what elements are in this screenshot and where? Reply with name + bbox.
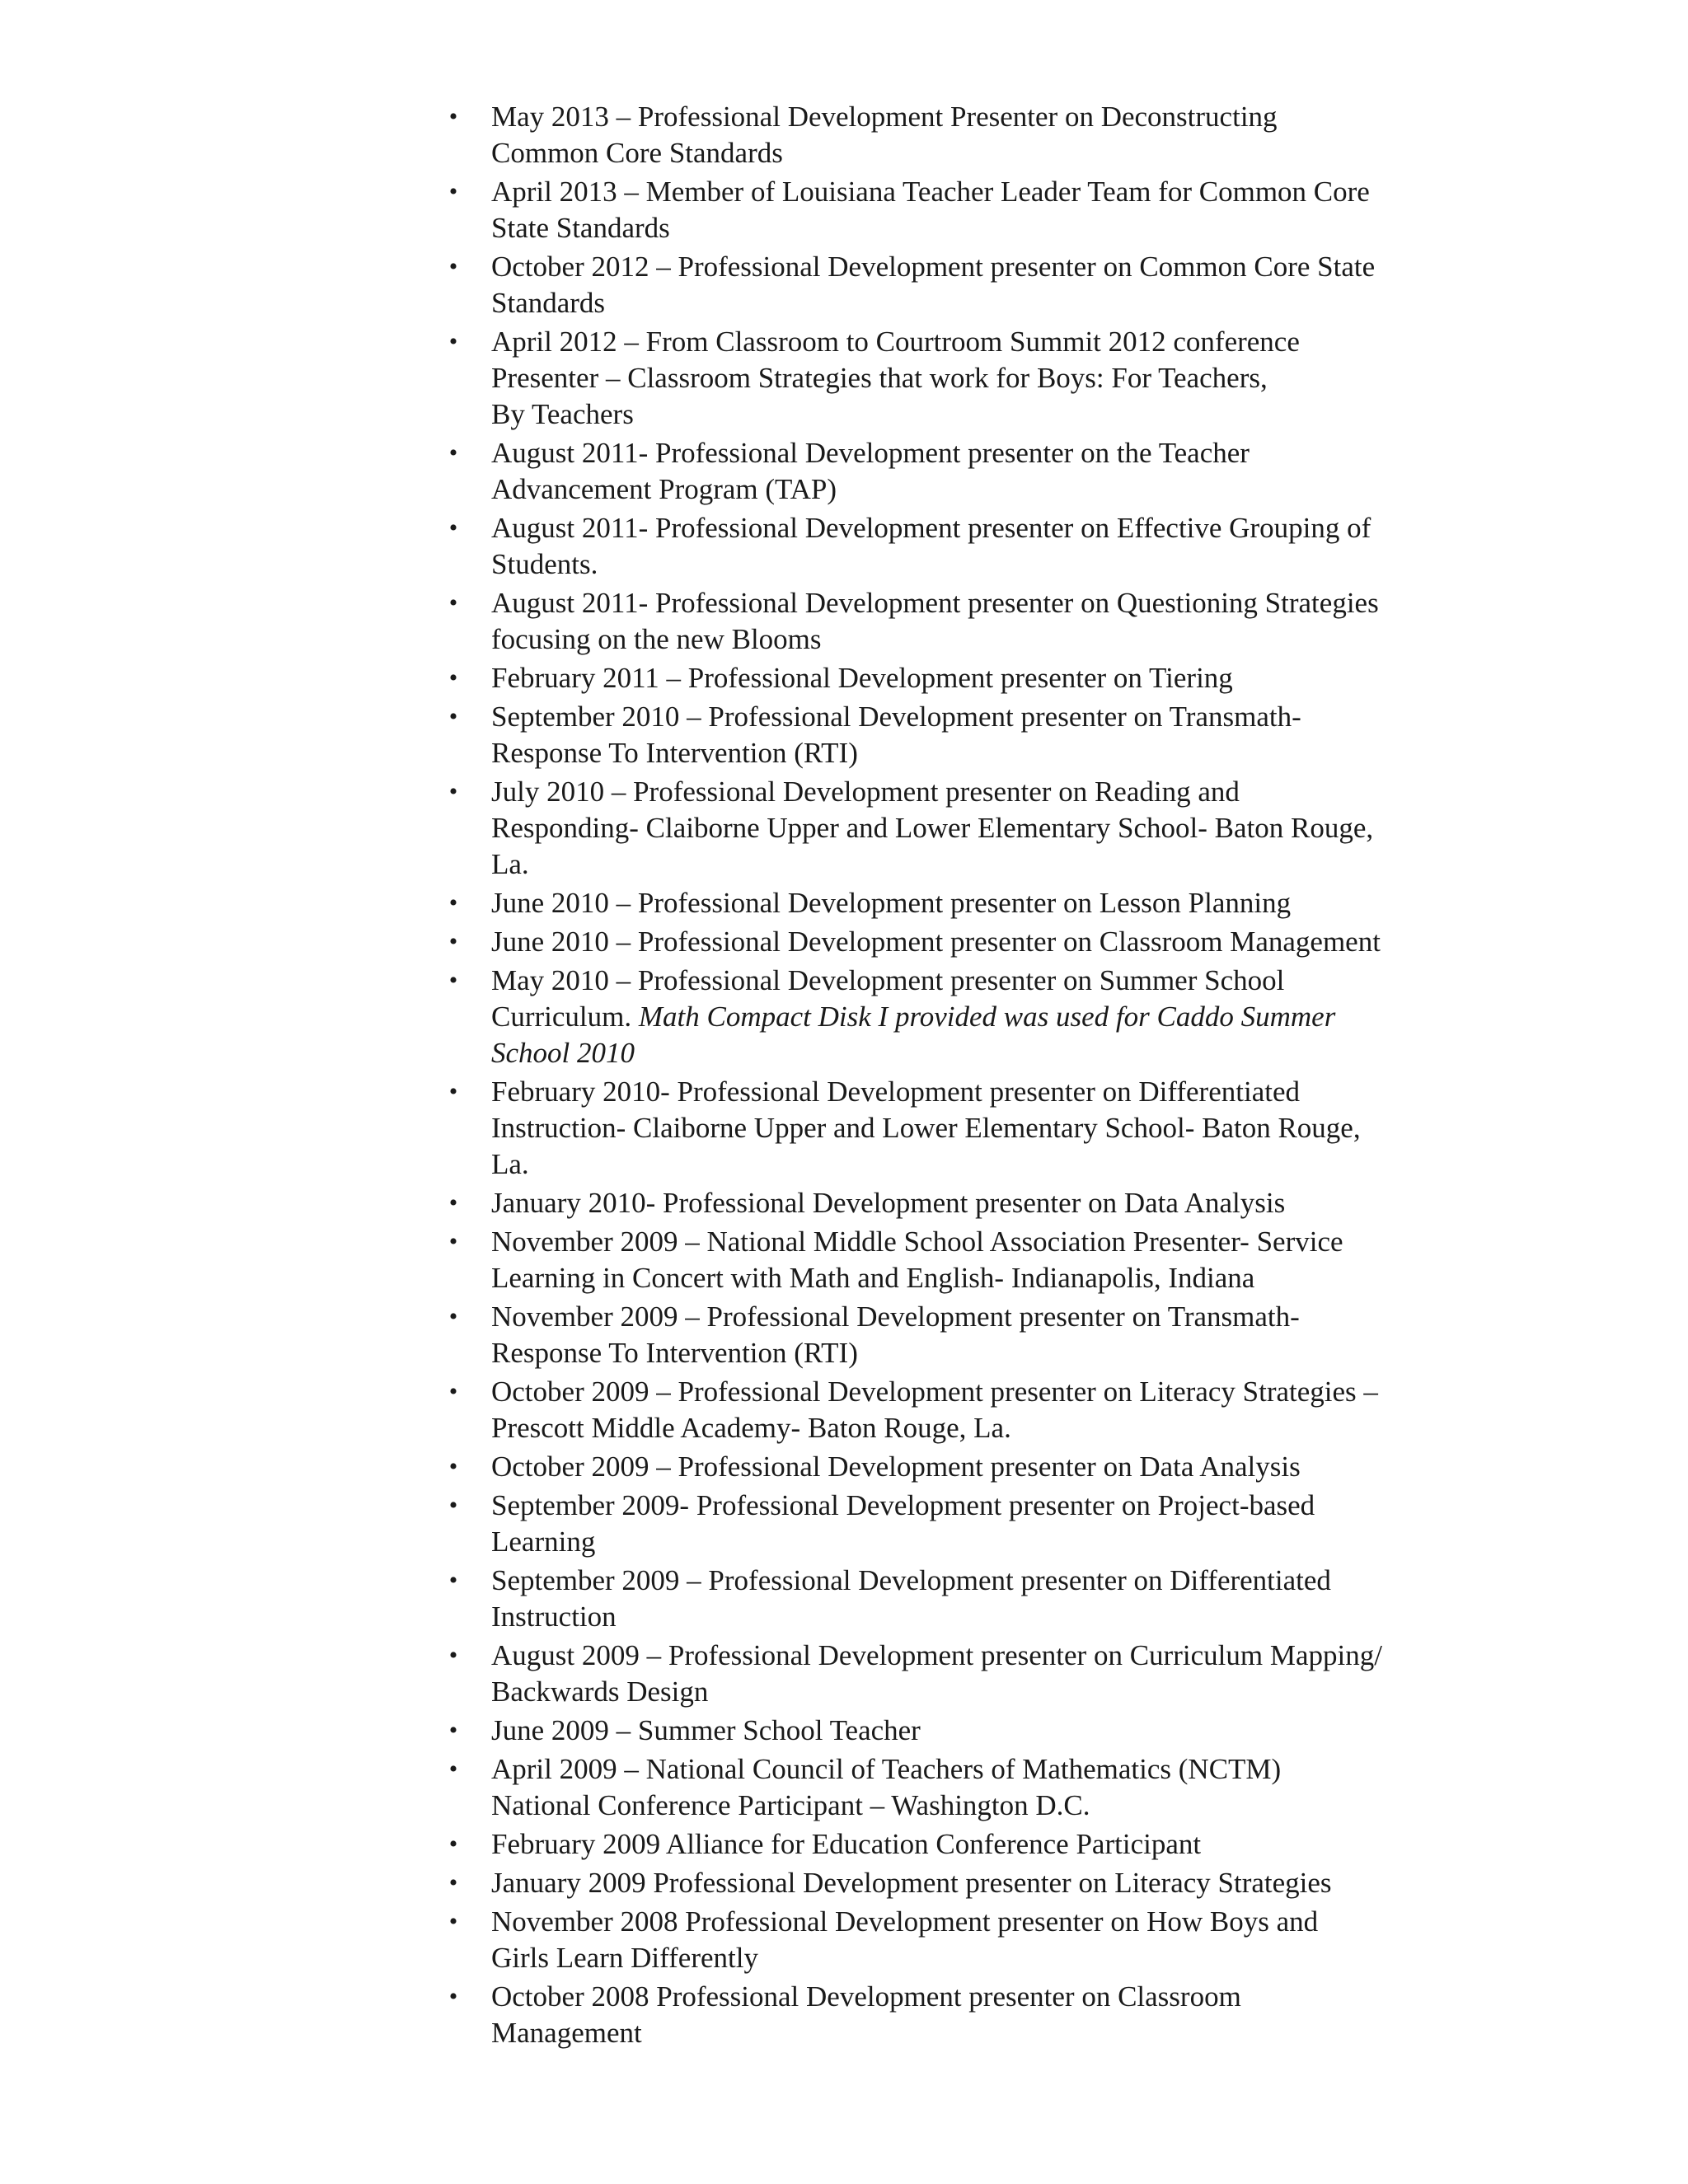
list-item	[448, 435, 1447, 508]
list-item-line: Learning in Concert with Math and English- Indianapolis, Indiana	[491, 1262, 1255, 1294]
bullet-icon: •	[448, 928, 458, 955]
list-item-line: September 2009 – Professional Development presenter on Differentiated	[491, 1564, 1331, 1596]
list-item	[448, 1826, 1447, 1863]
bullet-icon: •	[448, 1830, 458, 1858]
bullet-icon: •	[448, 1755, 458, 1783]
list-item-line: Presenter – Classroom Strategies that work for Boys: For Teachers,	[491, 362, 1268, 394]
list-item-line: October 2012 – Professional Development presenter on Common Core State	[491, 251, 1376, 283]
list-item-line: Girls Learn Differently	[491, 1942, 758, 1974]
list-item-line: February 2011 – Professional Development presenter on Tiering	[491, 662, 1233, 694]
list-item-line: Advancement Program (TAP)	[491, 473, 837, 505]
list-item-line: August 2009 – Professional Development presenter on Curriculum Mapping/	[491, 1639, 1382, 1671]
list-item	[448, 1074, 1447, 1183]
list-item-line: focusing on the new Blooms	[491, 623, 822, 655]
bullet-icon: •	[448, 664, 458, 691]
bullet-icon: •	[448, 439, 458, 466]
list-item-line: October 2009 – Professional Development presenter on Data Analysis	[491, 1451, 1301, 1483]
list-item-line: January 2010- Professional Development presenter on Data Analysis	[491, 1187, 1286, 1219]
list-item	[448, 699, 1447, 771]
list-item-line: La.	[491, 848, 529, 880]
list-item	[448, 1299, 1447, 1371]
list-item	[448, 1865, 1447, 1901]
list-item-line: February 2010- Professional Development presenter on Differentiated	[491, 1076, 1300, 1108]
list-item	[448, 585, 1447, 658]
list-item	[448, 924, 1447, 960]
list-item-line: November 2009 – National Middle School Association Presenter- Service	[491, 1226, 1343, 1258]
list-item	[448, 885, 1447, 921]
bullet-icon: •	[448, 778, 458, 805]
bullet-icon: •	[448, 103, 458, 130]
bullet-icon: •	[448, 1078, 458, 1105]
bullet-icon: •	[448, 889, 458, 916]
bullet-icon: •	[448, 1908, 458, 1935]
list-item-line: Response To Intervention (RTI)	[491, 1337, 858, 1369]
list-item-line: Management	[491, 2017, 642, 2049]
list-item-text: Curriculum.	[491, 1001, 639, 1033]
list-item-line: June 2009 – Summer School Teacher	[491, 1714, 921, 1746]
list-item-line: July 2010 – Professional Development presenter on Reading and	[491, 776, 1240, 808]
list-item-line: September 2009- Professional Development presenter on Project-based	[491, 1489, 1315, 1521]
list-item-line: November 2008 Professional Development presenter on How Boys and	[491, 1905, 1319, 1938]
list-item-line: Learning	[491, 1526, 596, 1558]
list-item	[448, 1979, 1447, 2051]
list-item	[448, 963, 1447, 1071]
bullet-icon: •	[448, 178, 458, 205]
list-item	[448, 1563, 1447, 1635]
list-item	[448, 249, 1447, 321]
list-item-italic-note: Math Compact Disk I provided was used for Caddo Summer	[638, 1001, 1336, 1033]
list-item-line: April 2009 – National Council of Teachers of Mathematics (NCTM)	[491, 1753, 1282, 1785]
list-item-line: La.	[491, 1148, 529, 1180]
list-item	[448, 324, 1447, 433]
bullet-icon: •	[448, 253, 458, 280]
list-item-line: Responding- Claiborne Upper and Lower Elementary School- Baton Rouge,	[491, 812, 1374, 844]
bullet-icon: •	[448, 328, 458, 355]
bullet-icon: •	[448, 1303, 458, 1330]
list-item	[448, 660, 1447, 696]
list-item-line: August 2011- Professional Development presenter on Effective Grouping of	[491, 512, 1372, 544]
bullet-icon: •	[448, 703, 458, 730]
bullet-icon: •	[448, 589, 458, 616]
list-item-line: February 2009 Alliance for Education Conference Participant	[491, 1828, 1202, 1860]
list-item	[448, 1374, 1447, 1446]
list-item-line: May 2013 – Professional Development Presenter on Deconstructing	[491, 101, 1278, 133]
bullet-icon: •	[448, 1983, 458, 2010]
list-item-line: October 2008 Professional Development presenter on Classroom	[491, 1980, 1241, 2013]
list-item-line-mixed	[491, 999, 1447, 1035]
list-item-line: Instruction- Claiborne Upper and Lower Elementary School- Baton Rouge,	[491, 1112, 1361, 1144]
list-item	[448, 99, 1447, 171]
list-item	[448, 174, 1447, 246]
list-item	[448, 1751, 1447, 1824]
bullet-icon: •	[448, 1869, 458, 1896]
bullet-icon: •	[448, 967, 458, 994]
list-item-line: Common Core Standards	[491, 137, 783, 169]
list-item-line: Response To Intervention (RTI)	[491, 737, 858, 769]
list-item	[448, 1449, 1447, 1485]
list-item	[448, 774, 1447, 883]
presentations-bullet-list	[448, 99, 1447, 2054]
bullet-icon: •	[448, 1492, 458, 1519]
list-item-line: September 2010 – Professional Development presenter on Transmath-	[491, 701, 1301, 733]
list-item-line: June 2010 – Professional Development presenter on Lesson Planning	[491, 887, 1292, 919]
list-item-line: October 2009 – Professional Development presenter on Literacy Strategies –	[491, 1376, 1378, 1408]
list-item-line: Standards	[491, 287, 606, 319]
list-item-line: May 2010 – Professional Development presenter on Summer School	[491, 964, 1285, 996]
list-item	[448, 1224, 1447, 1296]
list-item-line: April 2013 – Member of Louisiana Teacher Leader Team for Common Core	[491, 176, 1370, 208]
list-item-line: April 2012 – From Classroom to Courtroom Summit 2012 conference	[491, 326, 1300, 358]
list-item-line: State Standards	[491, 212, 670, 244]
list-item-line: August 2011- Professional Development presenter on Questioning Strategies	[491, 587, 1379, 619]
list-item-line: Backwards Design	[491, 1675, 709, 1708]
list-item-line: January 2009 Professional Development presenter on Literacy Strategies	[491, 1867, 1332, 1899]
bullet-icon: •	[448, 1228, 458, 1255]
list-item-line: Instruction	[491, 1601, 617, 1633]
list-item-italic-note: School 2010	[491, 1037, 635, 1069]
list-item-line: Students.	[491, 548, 598, 580]
bullet-icon: •	[448, 514, 458, 541]
list-item	[448, 1638, 1447, 1710]
bullet-icon: •	[448, 1717, 458, 1744]
list-item	[448, 1185, 1447, 1221]
list-item	[448, 1488, 1447, 1560]
list-item	[448, 1713, 1447, 1749]
bullet-icon: •	[448, 1567, 458, 1594]
list-item	[448, 510, 1447, 583]
list-item-line: June 2010 – Professional Development presenter on Classroom Management	[491, 926, 1381, 958]
bullet-icon: •	[448, 1642, 458, 1669]
list-item-line: By Teachers	[491, 398, 634, 430]
list-item-line: Prescott Middle Academy- Baton Rouge, La.	[491, 1412, 1011, 1444]
bullet-icon: •	[448, 1189, 458, 1216]
list-item-line: National Conference Participant – Washington D.C.	[491, 1789, 1090, 1821]
list-item-line: August 2011- Professional Development presenter on the Teacher	[491, 437, 1250, 469]
list-item	[448, 1904, 1447, 1976]
bullet-icon: •	[448, 1378, 458, 1405]
bullet-icon: •	[448, 1453, 458, 1480]
list-item-line: November 2009 – Professional Development presenter on Transmath-	[491, 1301, 1300, 1333]
